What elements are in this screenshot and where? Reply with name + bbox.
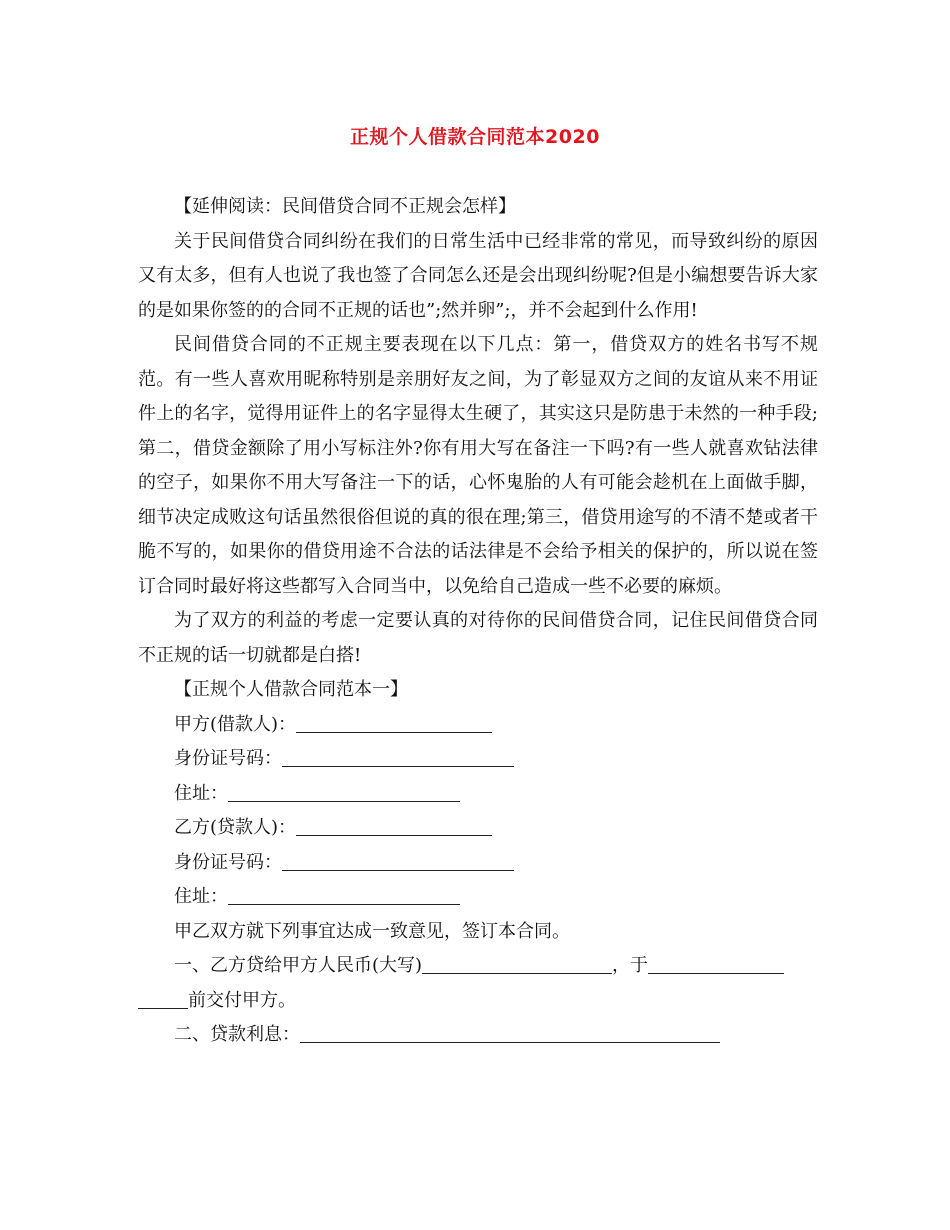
party-b-label: 乙方(贷款人)： — [174, 817, 297, 838]
paragraph-2: 民间借贷合同的不正规主要表现在以下几点：第一，借贷双方的姓名书写不规范。有一些人喜欢用昵称特别是亲朋好友之间，为了彰显双方之间的友谊从来不用证件上的名字，觉得用证件上的名字显得太生硬了，其实这只是防患于未然的一种手段;第二，借贷金额除了用小写标注外?你有用大写在备注一下吗?有一些人就喜欢钻法律的空子，如果你不用大写备注一下的话，心怀鬼胎的人有可能会趁机在上面做手脚，细节决定成败这句话虽然很俗但说的真的很在理;第三，借贷用途写的不清不楚或者干脆不写的，如果你的借贷用途不合法的话法律是不会给予相关的保护的，所以说在签订合同时最好将这些都写入合同当中，以免给自己造成一些不必要的麻烦。 — [138, 334, 818, 597]
party-a-label: 甲方(借款人)： — [174, 713, 297, 735]
clause-2-blank — [300, 1041, 720, 1043]
clause-1-date-blank-cont — [138, 1007, 188, 1009]
extended-reading-heading: 【延伸阅读：民间借贷合同不正规会怎样】 — [174, 196, 516, 217]
sample-heading: 【正规个人借款合同范本一】 — [174, 679, 408, 700]
party-b-id-label: 身份证号码： — [174, 851, 282, 873]
clause-1-suffix: 前交付甲方。 — [188, 989, 296, 1011]
clause-1-amount-blank — [422, 972, 612, 974]
party-b-id-blank — [282, 869, 514, 871]
clause-1-prefix: 一、乙方贷给甲方人民币(大写) — [174, 955, 423, 976]
paragraph-3: 为了双方的利益的考虑一定要认真的对待你的民间借贷合同，记住民间借贷合同不正规的话一切就都是白搭! — [138, 610, 818, 666]
party-a-blank — [296, 731, 492, 733]
clause-2-label: 二、贷款利息： — [174, 1024, 300, 1045]
party-b-address-row — [138, 880, 818, 915]
party-b-address-label: 住址： — [174, 886, 228, 907]
clause-1-line-1 — [138, 949, 818, 984]
party-b-row — [138, 811, 818, 846]
party-a-address-row — [138, 777, 818, 812]
clause-1-line-2 — [138, 984, 818, 1019]
party-a-row — [138, 708, 818, 743]
party-a-id-blank — [282, 765, 514, 767]
agreement-line: 甲乙双方就下列事宜达成一致意见，签订本合同。 — [174, 920, 570, 942]
paragraph-1: 关于民间借贷合同纠纷在我们的日常生活中已经非常的常见，而导致纠纷的原因又有太多，但有人也说了我也签了合同怎么还是会出现纠纷呢?但是小编想要告诉大家的是如果你签的的合同不正规的话也”;然并卵”;，并不会起到什么作用! — [138, 230, 818, 321]
party-a-id-label: 身份证号码： — [174, 748, 282, 769]
party-b-address-blank — [228, 903, 460, 905]
party-b-id-row — [138, 846, 818, 881]
clause-2-row — [138, 1018, 818, 1053]
clause-1-date-blank — [648, 972, 784, 974]
clause-1-middle: ，于 — [612, 955, 649, 976]
party-a-id-row — [138, 742, 818, 777]
party-a-address-blank — [228, 800, 460, 802]
document-title: 正规个人借款合同范本2020 — [350, 126, 600, 148]
party-b-blank — [296, 834, 492, 836]
party-a-address-label: 住址： — [174, 782, 228, 804]
document-body — [138, 190, 818, 1053]
